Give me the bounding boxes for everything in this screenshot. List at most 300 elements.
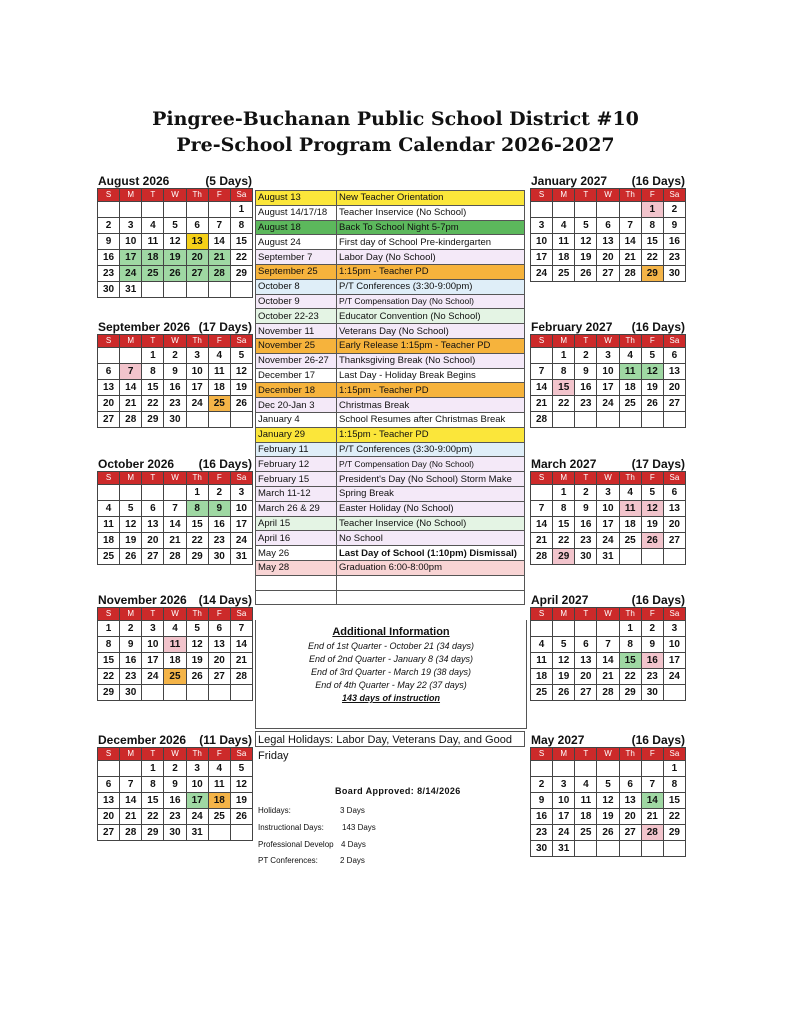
weekday-header: Th [619, 189, 641, 202]
day-cell [575, 761, 597, 777]
day-cell: 20 [142, 533, 164, 549]
weekday-header: T [575, 335, 597, 348]
day-cell: 11 [142, 234, 164, 250]
day-cell [619, 202, 641, 218]
day-cell: 19 [553, 669, 575, 685]
day-cell: 18 [208, 793, 230, 809]
day-cell: 18 [142, 250, 164, 266]
event-description: Teacher Inservice (No School) [337, 516, 525, 531]
day-cell: 21 [208, 250, 230, 266]
weekday-header: F [208, 748, 230, 761]
day-cell: 12 [120, 517, 142, 533]
month-day-count: (11 Days) [199, 733, 252, 747]
event-date: February 12 [256, 457, 337, 472]
event-date: August 14/17/18 [256, 205, 337, 220]
day-cell: 12 [641, 364, 663, 380]
month-day-count: (5 Days) [205, 174, 252, 188]
month-name: November 2026 [98, 593, 187, 607]
day-cell: 7 [597, 637, 619, 653]
event-description: Spring Break [337, 486, 525, 501]
day-cell: 27 [597, 266, 619, 282]
stat-instructional-days [258, 823, 376, 832]
day-cell: 24 [186, 396, 208, 412]
day-cell: 15 [186, 517, 208, 533]
day-cell: 23 [164, 809, 186, 825]
day-cell: 30 [208, 549, 230, 565]
weekday-header: Sa [663, 335, 685, 348]
day-cell: 10 [120, 234, 142, 250]
day-cell: 8 [186, 501, 208, 517]
day-cell: 24 [597, 396, 619, 412]
day-cell: 6 [575, 637, 597, 653]
event-description: No School [337, 531, 525, 546]
info-line: End of 1st Quarter - October 21 (34 days) [307, 641, 475, 651]
weekday-header: S [98, 608, 120, 621]
day-cell: 4 [531, 637, 553, 653]
page-subtitle: Pre-School Program Calendar 2026-2027 [176, 134, 615, 156]
day-cell: 17 [230, 517, 252, 533]
day-cell: 30 [663, 266, 685, 282]
day-cell: 5 [641, 348, 663, 364]
day-cell: 30 [575, 549, 597, 565]
day-cell [597, 621, 619, 637]
day-cell: 14 [531, 517, 553, 533]
day-cell: 27 [619, 825, 641, 841]
weekday-header: W [597, 608, 619, 621]
day-cell: 25 [98, 549, 120, 565]
day-cell: 19 [186, 653, 208, 669]
event-date: January 4 [256, 412, 337, 427]
week-row [98, 761, 253, 777]
day-cell: 30 [641, 685, 663, 701]
day-cell: 6 [663, 348, 685, 364]
day-cell: 24 [663, 669, 685, 685]
day-cell: 27 [142, 549, 164, 565]
month-january [530, 174, 686, 282]
day-cell: 21 [619, 250, 641, 266]
week-row [98, 412, 253, 428]
week-row [531, 637, 686, 653]
month-header [97, 320, 253, 334]
week-row [531, 549, 686, 565]
day-cell: 7 [619, 218, 641, 234]
month-february [530, 320, 686, 428]
month-day-count: (14 Days) [198, 593, 252, 607]
day-cell [663, 841, 685, 857]
event-row [256, 250, 525, 265]
event-row [256, 383, 525, 398]
day-cell [186, 685, 208, 701]
day-cell: 11 [531, 653, 553, 669]
week-row [98, 501, 253, 517]
weekday-header: W [597, 189, 619, 202]
stat-label: Holidays: [258, 806, 291, 815]
month-grid [530, 188, 686, 282]
day-cell: 9 [98, 234, 120, 250]
event-date: September 25 [256, 264, 337, 279]
day-cell: 3 [597, 348, 619, 364]
event-description: P/T Compensation Day (No School) [337, 294, 525, 309]
day-cell: 2 [575, 348, 597, 364]
day-cell: 6 [186, 218, 208, 234]
event-row [256, 368, 525, 383]
event-row [256, 516, 525, 531]
week-row [98, 396, 253, 412]
day-cell: 18 [164, 653, 186, 669]
month-august [97, 174, 253, 298]
day-cell: 9 [531, 793, 553, 809]
day-cell [663, 412, 685, 428]
day-cell: 14 [120, 793, 142, 809]
week-row [98, 218, 253, 234]
day-cell: 12 [186, 637, 208, 653]
event-date: March 26 & 29 [256, 501, 337, 516]
day-cell: 20 [597, 250, 619, 266]
day-cell: 20 [575, 669, 597, 685]
day-cell: 20 [98, 809, 120, 825]
day-cell: 28 [120, 412, 142, 428]
day-cell: 31 [186, 825, 208, 841]
day-cell: 7 [641, 777, 663, 793]
week-row [531, 266, 686, 282]
day-cell: 4 [208, 348, 230, 364]
month-day-count: (17 Days) [198, 320, 252, 334]
day-cell: 10 [230, 501, 252, 517]
day-cell: 15 [553, 380, 575, 396]
day-cell: 31 [230, 549, 252, 565]
day-cell: 11 [164, 637, 186, 653]
day-cell: 28 [164, 549, 186, 565]
month-day-count: (16 Days) [198, 457, 252, 471]
month-grid [97, 471, 253, 565]
week-row [98, 250, 253, 266]
day-cell: 29 [641, 266, 663, 282]
day-cell [142, 202, 164, 218]
day-cell: 16 [120, 653, 142, 669]
event-date: August 24 [256, 235, 337, 250]
event-date: August 13 [256, 191, 337, 206]
weekday-header: S [531, 608, 553, 621]
day-cell: 20 [186, 250, 208, 266]
day-cell: 5 [186, 621, 208, 637]
day-cell: 7 [208, 218, 230, 234]
day-cell: 15 [98, 653, 120, 669]
day-cell: 27 [208, 669, 230, 685]
event-row [256, 457, 525, 472]
day-cell: 23 [164, 396, 186, 412]
week-row [531, 809, 686, 825]
event-description: Early Release 1:15pm - Teacher PD [337, 338, 525, 353]
weekday-header: F [641, 748, 663, 761]
month-header [97, 457, 253, 471]
day-cell: 6 [98, 777, 120, 793]
day-cell: 17 [120, 250, 142, 266]
event-description: Teacher Inservice (No School) [337, 205, 525, 220]
weekday-header: M [120, 472, 142, 485]
day-cell: 12 [553, 653, 575, 669]
day-cell [98, 761, 120, 777]
weekday-header: F [641, 335, 663, 348]
day-cell: 2 [98, 218, 120, 234]
week-row [531, 777, 686, 793]
day-cell [208, 825, 230, 841]
day-cell: 12 [230, 364, 252, 380]
month-day-count: (16 Days) [631, 320, 685, 334]
day-cell: 19 [641, 380, 663, 396]
day-cell: 1 [186, 485, 208, 501]
day-cell: 23 [663, 250, 685, 266]
day-cell: 14 [120, 380, 142, 396]
day-cell: 5 [597, 777, 619, 793]
month-day-count: (16 Days) [631, 174, 685, 188]
day-cell: 5 [641, 485, 663, 501]
day-cell: 25 [553, 266, 575, 282]
weekday-header: M [553, 335, 575, 348]
week-row [531, 653, 686, 669]
day-cell: 2 [531, 777, 553, 793]
day-cell: 24 [230, 533, 252, 549]
day-cell: 18 [208, 380, 230, 396]
event-date: January 29 [256, 427, 337, 442]
day-cell: 27 [663, 396, 685, 412]
month-grid [97, 607, 253, 701]
month-october [97, 457, 253, 565]
day-cell [208, 412, 230, 428]
day-cell: 9 [641, 637, 663, 653]
weekday-header: F [641, 189, 663, 202]
day-cell: 31 [553, 841, 575, 857]
day-cell: 24 [186, 809, 208, 825]
day-cell: 16 [575, 380, 597, 396]
day-cell: 21 [164, 533, 186, 549]
day-cell: 13 [208, 637, 230, 653]
event-row [256, 486, 525, 501]
month-grid [530, 471, 686, 565]
day-cell [230, 685, 252, 701]
day-cell: 29 [142, 412, 164, 428]
day-cell: 8 [619, 637, 641, 653]
day-cell: 29 [619, 685, 641, 701]
day-cell [164, 282, 186, 298]
day-cell: 2 [641, 621, 663, 637]
week-row [98, 202, 253, 218]
event-date: October 9 [256, 294, 337, 309]
weekday-header: W [164, 335, 186, 348]
week-row [531, 250, 686, 266]
weekday-header: S [98, 472, 120, 485]
day-cell: 15 [142, 793, 164, 809]
day-cell: 28 [619, 266, 641, 282]
event-date: December 17 [256, 368, 337, 383]
weekday-header: Th [619, 335, 641, 348]
weekday-header: S [98, 189, 120, 202]
weekday-header: W [164, 472, 186, 485]
month-header [530, 593, 686, 607]
day-cell: 17 [597, 517, 619, 533]
day-cell: 1 [553, 485, 575, 501]
day-cell: 18 [553, 250, 575, 266]
event-row [256, 546, 525, 561]
day-cell [164, 685, 186, 701]
day-cell: 26 [164, 266, 186, 282]
event-date: October 8 [256, 279, 337, 294]
month-name: April 2027 [531, 593, 589, 607]
day-cell: 2 [120, 621, 142, 637]
day-cell: 22 [641, 250, 663, 266]
day-cell: 2 [575, 485, 597, 501]
day-cell: 15 [641, 234, 663, 250]
day-cell: 26 [553, 685, 575, 701]
month-grid [97, 334, 253, 428]
event-description [337, 575, 525, 590]
day-cell: 21 [531, 396, 553, 412]
weekday-header: Sa [663, 189, 685, 202]
week-row [98, 266, 253, 282]
day-cell: 6 [663, 485, 685, 501]
weekday-header: T [575, 189, 597, 202]
day-cell: 16 [575, 517, 597, 533]
day-cell: 1 [142, 348, 164, 364]
day-cell: 29 [553, 549, 575, 565]
event-description: Easter Holiday (No School) [337, 501, 525, 516]
weekday-header: Sa [230, 748, 252, 761]
day-cell: 21 [531, 533, 553, 549]
weekday-header: S [98, 748, 120, 761]
week-row [531, 364, 686, 380]
day-cell: 17 [597, 380, 619, 396]
day-cell: 30 [164, 825, 186, 841]
month-header [530, 733, 686, 747]
day-cell: 4 [208, 761, 230, 777]
event-date: April 16 [256, 531, 337, 546]
day-cell [575, 412, 597, 428]
day-cell: 23 [575, 533, 597, 549]
day-cell: 25 [208, 809, 230, 825]
day-cell: 25 [208, 396, 230, 412]
day-cell [186, 282, 208, 298]
week-row [98, 669, 253, 685]
week-row [98, 485, 253, 501]
day-cell: 28 [641, 825, 663, 841]
weekday-header: F [208, 608, 230, 621]
day-cell [597, 761, 619, 777]
day-cell: 1 [619, 621, 641, 637]
week-row [98, 348, 253, 364]
events-list [255, 190, 525, 605]
event-date: March 11-12 [256, 486, 337, 501]
weekday-header: W [164, 748, 186, 761]
stat-label: Professional Develop [258, 840, 334, 849]
weekday-header: Sa [230, 189, 252, 202]
day-cell [186, 412, 208, 428]
day-cell: 21 [230, 653, 252, 669]
month-header [530, 457, 686, 471]
info-heading: Additional Information [332, 626, 450, 638]
weekday-header: T [142, 472, 164, 485]
day-cell [230, 825, 252, 841]
event-row [256, 309, 525, 324]
day-cell [575, 841, 597, 857]
day-cell: 9 [575, 501, 597, 517]
event-description: P/T Compensation Day (No School) [337, 457, 525, 472]
event-row [256, 472, 525, 487]
day-cell: 28 [208, 266, 230, 282]
stat-value: 4 Days [341, 840, 366, 849]
month-name: August 2026 [98, 174, 170, 188]
day-cell: 4 [98, 501, 120, 517]
day-cell: 11 [208, 364, 230, 380]
event-row [256, 264, 525, 279]
event-description: Thanksgiving Break (No School) [337, 353, 525, 368]
day-cell: 4 [142, 218, 164, 234]
event-date: May 26 [256, 546, 337, 561]
day-cell: 2 [164, 348, 186, 364]
weekday-header: M [120, 335, 142, 348]
day-cell: 13 [575, 653, 597, 669]
day-cell: 15 [230, 234, 252, 250]
month-march [530, 457, 686, 565]
day-cell: 17 [531, 250, 553, 266]
day-cell: 11 [619, 501, 641, 517]
day-cell: 9 [164, 364, 186, 380]
month-header [530, 320, 686, 334]
day-cell: 16 [98, 250, 120, 266]
week-row [98, 777, 253, 793]
day-cell: 9 [120, 637, 142, 653]
day-cell [531, 621, 553, 637]
day-cell: 1 [641, 202, 663, 218]
day-cell: 26 [120, 549, 142, 565]
day-cell: 10 [142, 637, 164, 653]
day-cell: 21 [597, 669, 619, 685]
weekday-header: Th [186, 335, 208, 348]
event-row [256, 353, 525, 368]
day-cell: 22 [98, 669, 120, 685]
event-description: School Resumes after Christmas Break [337, 412, 525, 427]
weekday-header: Sa [230, 472, 252, 485]
event-row [256, 324, 525, 339]
weekday-header: Sa [230, 335, 252, 348]
day-cell: 8 [553, 364, 575, 380]
day-cell: 29 [98, 685, 120, 701]
week-row [98, 653, 253, 669]
event-row [256, 220, 525, 235]
day-cell: 12 [230, 777, 252, 793]
month-header [530, 174, 686, 188]
event-date: November 25 [256, 338, 337, 353]
day-cell: 4 [619, 348, 641, 364]
day-cell [597, 841, 619, 857]
day-cell [142, 485, 164, 501]
day-cell: 20 [98, 396, 120, 412]
event-date: May 28 [256, 560, 337, 575]
day-cell [663, 685, 685, 701]
day-cell: 10 [531, 234, 553, 250]
day-cell: 21 [120, 396, 142, 412]
weekday-header: M [553, 608, 575, 621]
day-cell: 24 [531, 266, 553, 282]
week-row [531, 348, 686, 364]
day-cell: 18 [619, 517, 641, 533]
day-cell [98, 348, 120, 364]
weekday-header: Th [186, 748, 208, 761]
event-description: Labor Day (No School) [337, 250, 525, 265]
event-description: New Teacher Orientation [337, 191, 525, 206]
event-row [256, 590, 525, 605]
weekday-header: T [142, 748, 164, 761]
day-cell: 15 [663, 793, 685, 809]
day-cell: 15 [553, 517, 575, 533]
